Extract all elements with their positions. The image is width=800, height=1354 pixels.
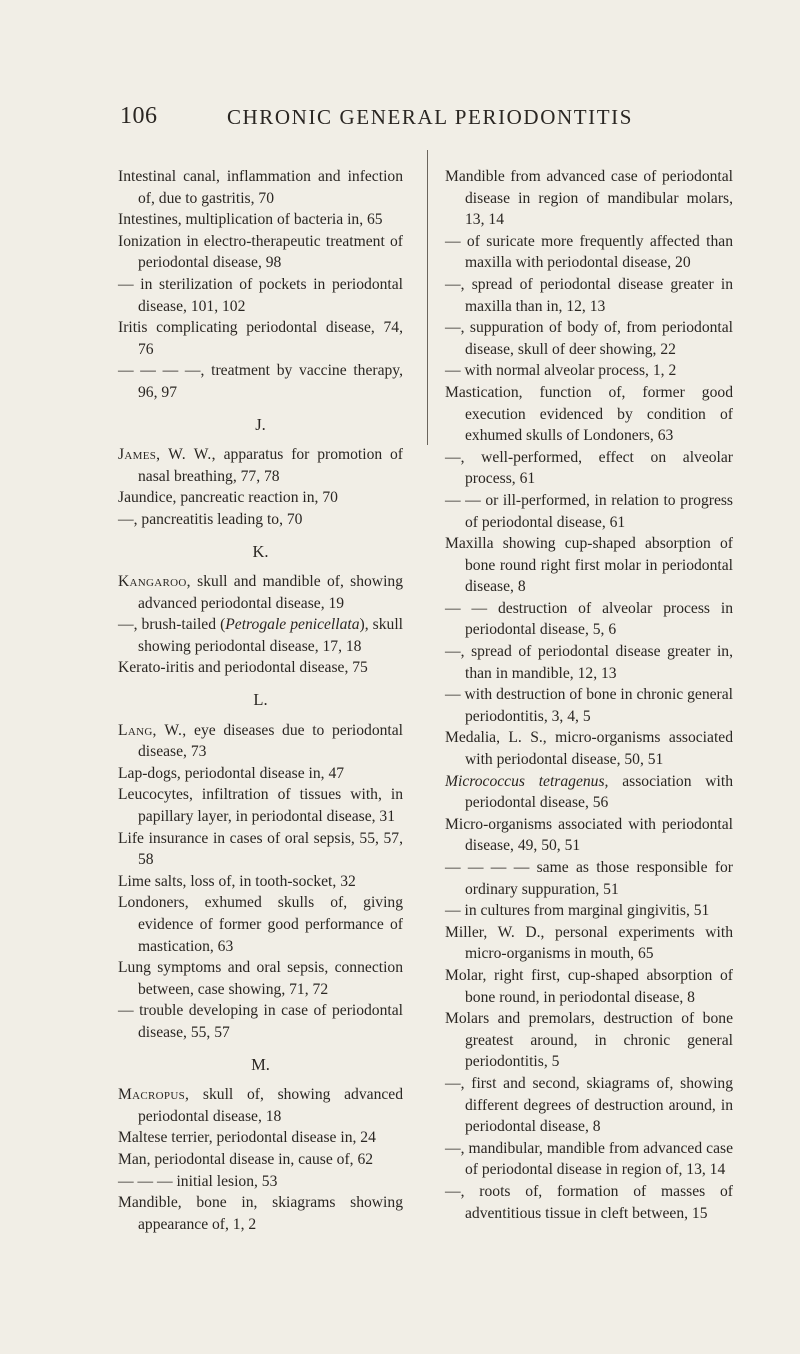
section-letter: K.: [252, 541, 269, 561]
index-entry: [118, 657, 403, 679]
index-entry: [118, 1149, 403, 1171]
entry-text: — — — —, treatment by vaccine therapy, 96, 97: [118, 362, 403, 401]
index-entry: [445, 771, 733, 814]
index-entry: [445, 1138, 733, 1181]
entry-headword: Lang, W.,: [118, 721, 187, 739]
entry-text: — of suricate more frequently affected than maxilla with periodontal disease, 20: [445, 232, 733, 272]
index-entry: [118, 1171, 403, 1193]
entry-text: — in cultures from marginal gingivitis, 51: [445, 902, 710, 920]
entry-text: Miller, W. D., personal experiments with micro-organisms in mouth, 65: [445, 923, 733, 963]
index-entry: [445, 166, 733, 231]
entry-text: Londoners, exhumed skulls of, giving evidence of former good performance of mastication, 63: [118, 894, 403, 955]
entry-text: —, first and second, skiagrams of, showing different degrees of destruction around, in periodontal disease, 8: [445, 1074, 733, 1136]
entry-text: —, suppuration of body of, from periodontal disease, skull of deer showing, 22: [445, 319, 733, 358]
index-entry: [118, 487, 403, 509]
index-entry: [445, 360, 733, 382]
entry-text: —, spread of periodontal disease greater in maxilla than in, 12, 13: [445, 275, 733, 315]
index-entry: [445, 490, 733, 533]
entry-headword: Macropus,: [118, 1086, 190, 1104]
index-entry: [445, 922, 733, 965]
entry-text: — with normal alveolar process, 1, 2: [445, 362, 677, 380]
entry-italic-term: Micrococcus tetragenus,: [445, 772, 609, 790]
entry-text: Micro-organisms associated with periodontal disease, 49, 50, 51: [445, 815, 733, 855]
index-entry: [118, 231, 403, 274]
entry-text: apparatus for promotion of nasal breathing, 77, 78: [138, 446, 403, 485]
entry-text: Jaundice, pancreatic reaction in, 70: [118, 489, 338, 507]
index-entry: [445, 447, 733, 490]
index-entry: [445, 274, 733, 317]
entry-text: Mandible from advanced case of periodontal disease in region of mandibular molars, 13, 14: [445, 168, 733, 229]
entry-text: Life insurance in cases of oral sepsis, 55, 57, 58: [118, 829, 403, 869]
entry-text: skull and mandible of, showing advanced periodontal disease, 19: [138, 573, 403, 612]
index-entry: [445, 1073, 733, 1138]
entry-text: Maltese terrier, periodontal disease in, 24: [118, 1129, 376, 1147]
entry-text: Kerato-iritis and periodontal disease, 75: [118, 659, 368, 677]
section-letter: L.: [253, 690, 268, 710]
index-entry: [118, 444, 403, 487]
entry-text: —, mandibular, mandible from advanced case of periodontal disease in region of, 13, 14: [445, 1139, 733, 1179]
index-entry: [445, 900, 733, 922]
index-entry: [118, 871, 403, 893]
index-entry: [445, 814, 733, 857]
entry-text: Intestinal canal, inflammation and infection of, due to gastritis, 70: [118, 168, 403, 207]
entry-text: — in sterilization of pockets in periodontal disease, 101, 102: [118, 275, 403, 315]
index-entry: [118, 317, 403, 360]
entry-headword: James, W. W.,: [118, 446, 216, 464]
entry-text: — trouble developing in case of periodontal disease, 55, 57: [118, 1002, 403, 1041]
column-divider: [427, 150, 428, 445]
entry-text: Medalia, L. S., micro-organisms associated with periodontal disease, 50, 51: [445, 729, 733, 769]
index-entry: [445, 965, 733, 1008]
entry-text: Iritis complicating periodontal disease, 74, 76: [118, 319, 403, 358]
entry-text: Mastication, function of, former good execution evidenced by condition of exhumed skulls of Londoners, 63: [445, 383, 733, 445]
entry-text: skull of, showing advanced periodontal disease, 18: [138, 1086, 403, 1125]
index-column-left: [118, 166, 403, 1235]
index-entry: [445, 533, 733, 598]
index-entry: [118, 1192, 403, 1235]
index-entry: [118, 209, 403, 231]
entry-prefix: —, brush-tailed (: [118, 616, 226, 634]
page-number: 106: [120, 103, 158, 129]
entry-text: association with periodontal disease, 56: [465, 772, 733, 812]
entry-text: Molar, right first, cup-shaped absorption of bone round, in periodontal disease, 8: [445, 966, 733, 1006]
index-entry: [118, 509, 403, 531]
index-entry: [118, 1084, 403, 1127]
entry-italic-term: Petrogale penicellata: [225, 616, 360, 634]
index-column-right: [445, 166, 733, 1224]
entry-text: Lime salts, loss of, in tooth-socket, 32: [118, 872, 356, 890]
index-entry: [118, 1127, 403, 1149]
entry-text: Intestines, multiplication of bacteria in, 65: [118, 211, 383, 229]
entry-text: Molars and premolars, destruction of bone greatest around, in chronic general periodontitis, 5: [445, 1010, 733, 1071]
index-entry: [445, 231, 733, 274]
entry-text: ), skull showing periodontal disease, 17, 18: [138, 616, 404, 655]
index-entry: [118, 1000, 403, 1043]
index-entry: [118, 274, 403, 317]
entry-text: Leucocytes, infiltration of tissues with, in papillary layer, in periodontal disease, 31: [118, 786, 403, 826]
index-entry: [118, 763, 403, 785]
index-entry: [445, 598, 733, 641]
entry-text: Ionization in electro-therapeutic treatment of periodontal disease, 98: [118, 232, 403, 272]
entry-text: Mandible, bone in, skiagrams showing appearance of, 1, 2: [118, 1194, 403, 1233]
index-entry: [445, 727, 733, 770]
entry-text: — — or ill-performed, in relation to progress of periodontal disease, 61: [445, 491, 733, 531]
index-entry: [445, 1181, 733, 1224]
index-entry: [118, 360, 403, 403]
index-entry: [118, 571, 403, 614]
index-entry: [118, 166, 403, 209]
entry-text: Man, periodontal disease in, cause of, 62: [118, 1150, 374, 1168]
index-entry: [118, 828, 403, 871]
entry-text: — with destruction of bone in chronic general periodontitis, 3, 4, 5: [445, 686, 733, 725]
running-title: CHRONIC GENERAL PERIODONTITIS: [226, 105, 634, 129]
entry-text: eye diseases due to periodontal disease, 73: [138, 721, 403, 761]
index-entry: [118, 892, 403, 957]
entry-text: —, pancreatitis leading to, 70: [118, 510, 303, 528]
entry-text: Lap-dogs, periodontal disease in, 47: [118, 764, 345, 782]
index-entry: [445, 641, 733, 684]
index-entry: [118, 784, 403, 827]
index-entry: [445, 857, 733, 900]
entry-text: — — — — same as those responsible for ordinary suppuration, 51: [445, 859, 733, 898]
index-entry: [118, 957, 403, 1000]
index-entry: [445, 317, 733, 360]
entry-text: Lung symptoms and oral sepsis, connection between, case showing, 71, 72: [118, 959, 403, 998]
index-entry: [118, 720, 403, 763]
entry-headword: Kangaroo,: [118, 573, 191, 591]
section-letter: M.: [251, 1054, 270, 1074]
entry-text: —, well-performed, effect on alveolar process, 61: [445, 448, 733, 488]
index-entry: [445, 1008, 733, 1073]
entry-text: — — destruction of alveolar process in periodontal disease, 5, 6: [445, 599, 733, 639]
entry-text: —, roots of, formation of masses of adventitious tissue in cleft between, 15: [445, 1182, 733, 1222]
page-header: [120, 103, 680, 139]
index-entry: [445, 382, 733, 447]
entry-text: —, spread of periodontal disease greater in, than in mandible, 12, 13: [445, 643, 733, 682]
entry-text: — — — initial lesion, 53: [118, 1172, 278, 1190]
index-entry: [118, 614, 403, 657]
index-entry: [445, 684, 733, 727]
section-letter: J.: [255, 414, 266, 434]
entry-text: Maxilla showing cup-shaped absorption of bone round right first molar in periodontal disease, 8: [445, 535, 733, 596]
